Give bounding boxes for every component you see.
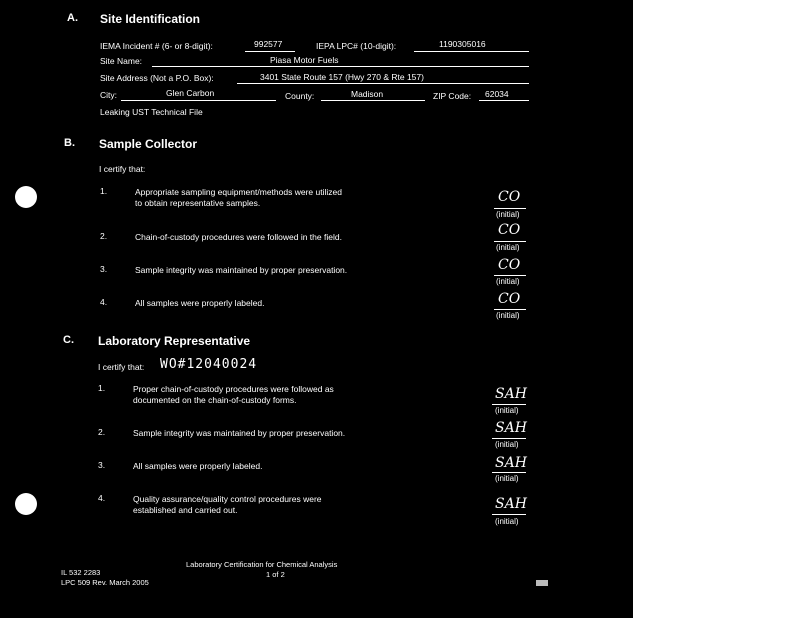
lpc-line (414, 51, 529, 52)
initial-line (494, 208, 526, 209)
initial-label: (initial) (495, 440, 519, 449)
county-value: Madison (351, 89, 384, 99)
initial-label: (initial) (495, 517, 519, 526)
c-item-text: Sample integrity was maintained by proper preservation. (133, 428, 346, 438)
county-line (321, 100, 425, 101)
collector-initial-signature: CO (498, 257, 521, 273)
initial-line (492, 438, 526, 439)
c-item-number: 4. (98, 493, 106, 503)
initial-line (492, 514, 526, 515)
collector-initial-signature: CO (498, 189, 521, 205)
city-label: City: (100, 90, 117, 100)
c-item-text: Quality assurance/quality control procedures were (133, 494, 322, 504)
initial-label: (initial) (496, 311, 520, 320)
lpc-value: 1190305016 (439, 39, 486, 49)
city-line (121, 100, 276, 101)
section-b-certify: I certify that: (99, 164, 146, 174)
site-name-label: Site Name: (100, 56, 143, 66)
b-item-text: Sample integrity was maintained by proper preservation. (135, 265, 348, 275)
iema-value: 992577 (254, 39, 283, 49)
address-value: 3401 State Route 157 (Hwy 270 & Rte 157) (260, 72, 424, 82)
collector-initial-signature: CO (498, 222, 521, 238)
footer-stamp (536, 580, 548, 586)
initial-label: (initial) (496, 243, 520, 252)
c-item-text: All samples were properly labeled. (133, 461, 263, 471)
b-item-number: 2. (100, 231, 108, 241)
address-line (237, 83, 529, 84)
initial-line (494, 241, 526, 242)
c-item-number: 1. (98, 383, 106, 393)
work-order-handwritten: WO#12040024 (160, 357, 258, 372)
initial-line (492, 472, 526, 473)
b-item-text: All samples were properly labeled. (135, 298, 265, 308)
lab-initial-signature: SAH (495, 386, 527, 402)
c-item-text-2: established and carried out. (133, 505, 238, 515)
punch-hole-top (15, 186, 37, 208)
initial-line (492, 404, 526, 405)
lpc-label: IEPA LPC# (10-digit): (316, 41, 397, 51)
punch-hole-bottom (15, 493, 37, 515)
zip-value: 62034 (485, 89, 509, 99)
site-name-line (152, 66, 529, 67)
b-item-text: Appropriate sampling equipment/methods were utilized (135, 187, 342, 197)
file-label: Leaking UST Technical File (100, 107, 203, 117)
initial-label: (initial) (495, 474, 519, 483)
initial-line (494, 275, 526, 276)
address-label: Site Address (Not a P.O. Box): (100, 73, 214, 83)
footer-form-rev: LPC 509 Rev. March 2005 (61, 578, 149, 587)
zip-label: ZIP Code: (433, 91, 472, 101)
section-c-title: Laboratory Representative (98, 334, 251, 348)
c-item-number: 3. (98, 460, 106, 470)
c-item-text: Proper chain-of-custody procedures were followed as (133, 384, 334, 394)
site-name-value: Piasa Motor Fuels (270, 55, 339, 65)
initial-label: (initial) (496, 210, 520, 219)
section-b-letter: B. (64, 137, 75, 149)
iema-label: IEMA Incident # (6- or 8-digit): (100, 41, 213, 51)
iema-line (245, 51, 295, 52)
section-c-letter: C. (63, 334, 74, 346)
county-label: County: (285, 91, 315, 101)
c-item-number: 2. (98, 427, 106, 437)
city-value: Glen Carbon (166, 88, 215, 98)
section-a-title: Site Identification (100, 12, 201, 26)
section-c-certify: I certify that: (98, 362, 145, 372)
lab-initial-signature: SAH (495, 420, 527, 436)
lab-initial-signature: SAH (495, 455, 527, 471)
section-b-title: Sample Collector (99, 137, 198, 151)
b-item-text: Chain-of-custody procedures were followed in the field. (135, 232, 342, 242)
initial-label: (initial) (495, 406, 519, 415)
lab-initial-signature: SAH (495, 496, 527, 512)
b-item-text-2: to obtain representative samples. (135, 198, 261, 208)
footer-page-of: 1 of 2 (266, 570, 285, 579)
section-a-letter: A. (67, 12, 78, 24)
initial-label: (initial) (496, 277, 520, 286)
b-item-number: 3. (100, 264, 108, 274)
b-item-number: 1. (100, 186, 108, 196)
b-item-number: 4. (100, 297, 108, 307)
c-item-text-2: documented on the chain-of-custody forms. (133, 395, 297, 405)
zip-line (479, 100, 529, 101)
footer-form-id: IL 532 2283 (61, 568, 101, 577)
initial-line (494, 309, 526, 310)
footer-center-title: Laboratory Certification for Chemical Analysis (186, 560, 338, 569)
collector-initial-signature: CO (498, 291, 521, 307)
